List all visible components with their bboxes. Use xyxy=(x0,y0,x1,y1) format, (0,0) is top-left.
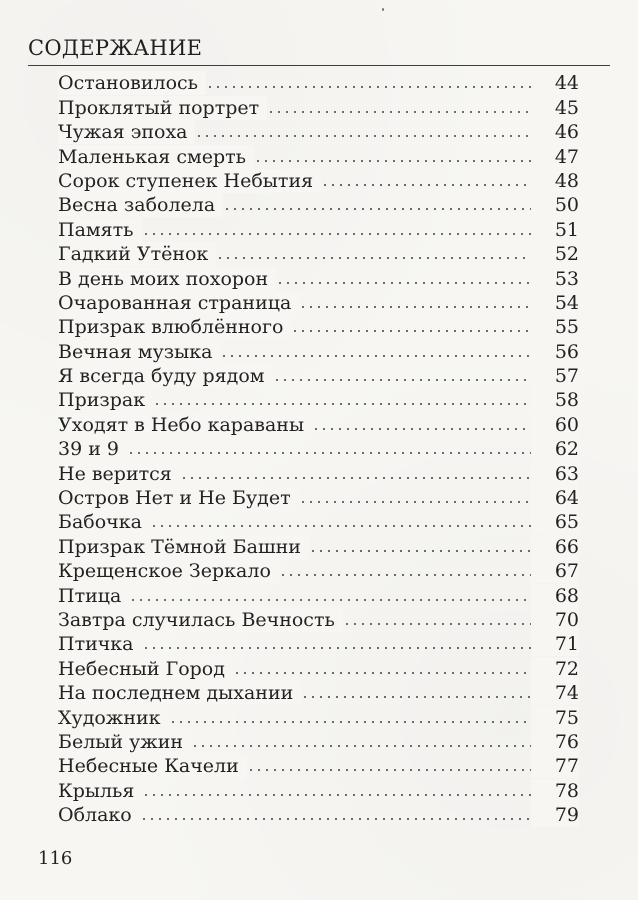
page-number: 116 xyxy=(38,848,73,869)
dot-leader xyxy=(216,257,531,259)
toc-entry xyxy=(58,364,579,388)
toc-entry-title: Небесный Город xyxy=(58,657,233,681)
toc-entry xyxy=(58,412,579,436)
toc-entry xyxy=(58,217,579,241)
toc-entry xyxy=(58,608,579,632)
dot-leader xyxy=(343,623,531,625)
toc-entry-title: Чужая эпоха xyxy=(58,120,195,144)
toc-entry xyxy=(58,461,579,485)
toc-entry-page-number: 56 xyxy=(531,340,579,364)
toc-entry xyxy=(58,144,579,168)
toc-entry-page-number: 50 xyxy=(531,193,579,217)
toc-entry-title: Призрак Тёмной Башни xyxy=(58,535,309,559)
toc-entry xyxy=(58,437,579,461)
toc-entry-page-number: 71 xyxy=(531,632,579,656)
toc-entry-title: Не верится xyxy=(58,462,180,486)
toc-entry-page-number: 44 xyxy=(531,71,579,95)
toc-entry xyxy=(58,681,579,705)
table-of-contents xyxy=(58,71,579,827)
toc-entry-page-number: 52 xyxy=(531,242,579,266)
dot-leader xyxy=(140,818,531,820)
toc-entry-title: Сорок ступенек Небытия xyxy=(58,169,321,193)
dot-leader xyxy=(233,672,531,674)
toc-entry xyxy=(58,803,579,827)
toc-entry-page-number: 79 xyxy=(531,803,579,827)
dot-leader xyxy=(276,282,531,284)
toc-entry-title: Крещенское Зеркало xyxy=(58,559,279,583)
dot-leader xyxy=(153,403,531,405)
toc-entry-page-number: 68 xyxy=(531,584,579,608)
toc-entry xyxy=(58,534,579,558)
toc-entry-page-number: 51 xyxy=(531,218,579,242)
toc-entry-title: Бабочка xyxy=(58,510,150,534)
toc-entry-page-number: 67 xyxy=(531,559,579,583)
toc-entry-page-number: 58 xyxy=(531,388,579,412)
toc-entry-page-number: 72 xyxy=(531,657,579,681)
dot-leader xyxy=(247,769,531,771)
toc-entry-title: На последнем дыхании xyxy=(58,681,301,705)
toc-entry-page-number: 47 xyxy=(531,145,579,169)
toc-entry-page-number: 77 xyxy=(531,754,579,778)
toc-entry-page-number: 74 xyxy=(531,681,579,705)
dot-leader xyxy=(142,794,531,796)
toc-entry xyxy=(58,388,579,412)
dot-leader xyxy=(299,501,531,503)
dot-leader xyxy=(220,355,531,357)
page-title: СОДЕРЖАНИЕ xyxy=(28,36,203,60)
dot-leader xyxy=(301,696,531,698)
toc-entry-title: Птичка xyxy=(58,632,142,656)
toc-entry-title: Облако xyxy=(58,803,140,827)
toc-entry-page-number: 48 xyxy=(531,169,579,193)
dot-leader xyxy=(150,525,531,527)
dot-leader xyxy=(142,233,531,235)
toc-entry xyxy=(58,583,579,607)
dot-leader xyxy=(169,721,531,723)
toc-entry xyxy=(58,315,579,339)
dot-leader xyxy=(223,208,531,210)
dot-leader xyxy=(267,111,531,113)
dot-leader xyxy=(142,647,531,649)
toc-entry-title: Призрак влюблённого xyxy=(58,315,291,339)
toc-entry-title: Маленькая смерть xyxy=(58,145,254,169)
toc-entry xyxy=(58,169,579,193)
toc-entry xyxy=(58,266,579,290)
dot-leader xyxy=(309,550,531,552)
toc-entry-title: Остановилось xyxy=(58,71,206,95)
toc-entry-page-number: 63 xyxy=(531,462,579,486)
toc-entry-page-number: 64 xyxy=(531,486,579,510)
toc-entry-page-number: 75 xyxy=(531,706,579,730)
toc-entry-title: Вечная музыка xyxy=(58,340,220,364)
dot-leader xyxy=(127,452,531,454)
toc-entry-page-number: 70 xyxy=(531,608,579,632)
toc-entry-page-number: 76 xyxy=(531,730,579,754)
dot-leader xyxy=(291,330,531,332)
toc-entry-title: Крылья xyxy=(58,779,142,803)
dot-leader xyxy=(254,160,531,162)
toc-entry xyxy=(58,242,579,266)
dot-leader xyxy=(129,599,531,601)
toc-entry-title: Весна заболела xyxy=(58,193,223,217)
toc-entry-page-number: 53 xyxy=(531,267,579,291)
toc-entry xyxy=(58,510,579,534)
toc-entry xyxy=(58,730,579,754)
toc-entry-title: Проклятый портрет xyxy=(58,96,267,120)
toc-entry-title: Белый ужин xyxy=(58,730,191,754)
toc-entry xyxy=(58,754,579,778)
dot-leader xyxy=(191,745,531,747)
toc-entry xyxy=(58,486,579,510)
page-speck xyxy=(382,8,384,11)
toc-entry-page-number: 57 xyxy=(531,364,579,388)
toc-entry xyxy=(58,120,579,144)
toc-entry-title: В день моих похорон xyxy=(58,267,276,291)
toc-entry-title: 39 и 9 xyxy=(58,437,127,461)
dot-leader xyxy=(299,306,531,308)
toc-entry-page-number: 62 xyxy=(531,437,579,461)
dot-leader xyxy=(180,477,531,479)
toc-entry xyxy=(58,656,579,680)
toc-entry-title: Память xyxy=(58,218,142,242)
toc-entry xyxy=(58,291,579,315)
toc-entry-page-number: 46 xyxy=(531,120,579,144)
toc-entry-page-number: 65 xyxy=(531,510,579,534)
toc-entry-title: Художник xyxy=(58,706,169,730)
toc-entry xyxy=(58,339,579,363)
dot-leader xyxy=(206,86,531,88)
toc-entry-page-number: 54 xyxy=(531,291,579,315)
dot-leader xyxy=(312,428,531,430)
toc-entry-title: Небесные Качели xyxy=(58,754,247,778)
toc-entry xyxy=(58,632,579,656)
toc-entry-title: Гадкий Утёнок xyxy=(58,242,216,266)
toc-entry xyxy=(58,95,579,119)
toc-entry-page-number: 55 xyxy=(531,315,579,339)
toc-entry-page-number: 45 xyxy=(531,96,579,120)
toc-entry-title: Завтра случилась Вечность xyxy=(58,608,343,632)
toc-entry-title: Птица xyxy=(58,584,129,608)
dot-leader xyxy=(273,379,531,381)
toc-entry xyxy=(58,193,579,217)
toc-entry xyxy=(58,71,579,95)
toc-entry-title: Уходят в Небо караваны xyxy=(58,413,312,437)
toc-entry-page-number: 66 xyxy=(531,535,579,559)
dot-leader xyxy=(195,135,531,137)
toc-entry-page-number: 60 xyxy=(531,413,579,437)
toc-entry xyxy=(58,559,579,583)
toc-entry-page-number: 78 xyxy=(531,779,579,803)
toc-entry-title: Я всегда буду рядом xyxy=(58,364,273,388)
toc-entry-title: Очарованная страница xyxy=(58,291,299,315)
dot-leader xyxy=(321,184,531,186)
toc-entry xyxy=(58,705,579,729)
toc-entry-title: Призрак xyxy=(58,388,153,412)
toc-entry xyxy=(58,778,579,802)
dot-leader xyxy=(279,574,531,576)
title-rule xyxy=(28,65,610,66)
toc-entry-title: Остров Нет и Не Будет xyxy=(58,486,299,510)
